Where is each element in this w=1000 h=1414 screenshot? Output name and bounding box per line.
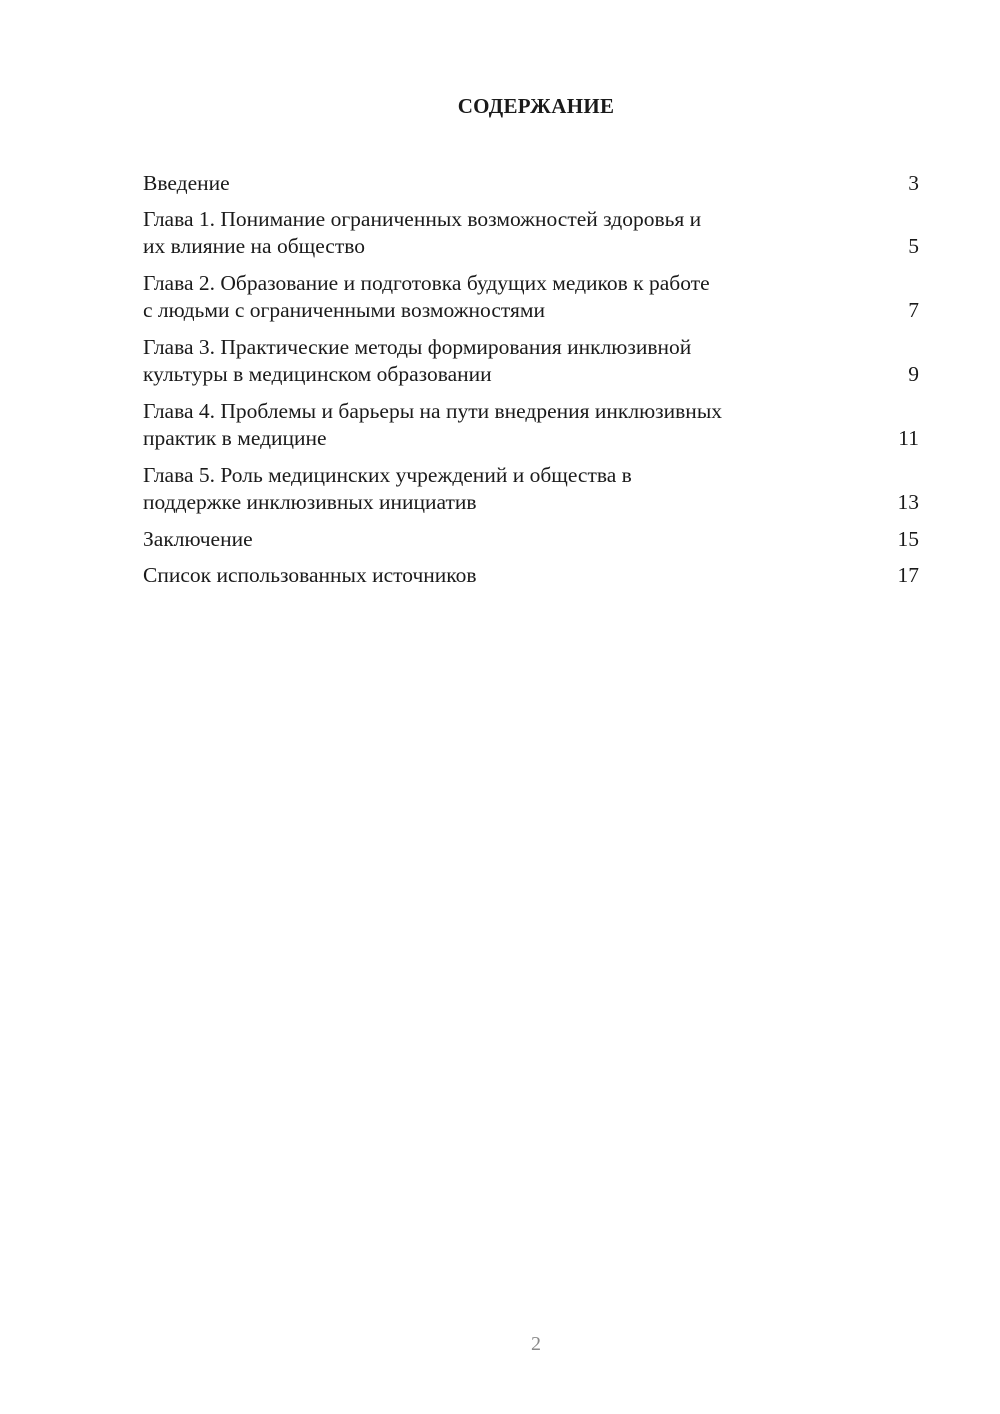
toc-entry-title: Введение <box>143 171 230 195</box>
toc-entry-title: Глава 1. Понимание ограниченных возможностей здоровья и их влияние на общество <box>143 207 702 258</box>
toc-entry-title: Список использованных источников <box>143 563 477 587</box>
toc-entry-conclusion[interactable] <box>143 526 919 553</box>
toc-entry-title: Глава 4. Проблемы и барьеры на пути внедрения инклюзивных практик в медицине <box>143 399 723 450</box>
toc-entry-title: Заключение <box>143 527 253 551</box>
toc-entry-chapter-4[interactable] <box>143 398 919 452</box>
toc-entry-page: 15 <box>897 527 919 551</box>
toc-entry-title: Глава 2. Образование и подготовка будущих медиков к работе с людьми с ограниченными возможностями <box>143 271 710 322</box>
toc-entry-page: 7 <box>908 298 919 322</box>
toc-entry-chapter-1[interactable] <box>143 206 919 260</box>
toc-entry-page: 5 <box>908 234 919 258</box>
toc-entry-chapter-5[interactable] <box>143 462 919 516</box>
toc-title: СОДЕРЖАНИЕ <box>457 94 615 118</box>
toc-entry-title: Глава 3. Практические методы формирования инклюзивной культуры в медицинском образовании <box>143 335 692 386</box>
toc-entry-page: 11 <box>898 426 919 450</box>
toc-entry-page: 3 <box>908 171 919 195</box>
toc-entry-chapter-2[interactable] <box>143 270 919 324</box>
toc-entry-page: 9 <box>908 362 919 386</box>
toc-entry-references[interactable] <box>143 562 919 589</box>
toc-entry-page: 17 <box>897 563 919 587</box>
table-of-contents <box>143 170 919 598</box>
toc-entry-page: 13 <box>897 490 919 514</box>
toc-entry-chapter-3[interactable] <box>143 334 919 388</box>
toc-entry-introduction[interactable] <box>143 170 919 197</box>
page-number: 2 <box>531 1333 541 1355</box>
toc-entry-title: Глава 5. Роль медицинских учреждений и общества в поддержке инклюзивных инициатив <box>143 463 632 514</box>
